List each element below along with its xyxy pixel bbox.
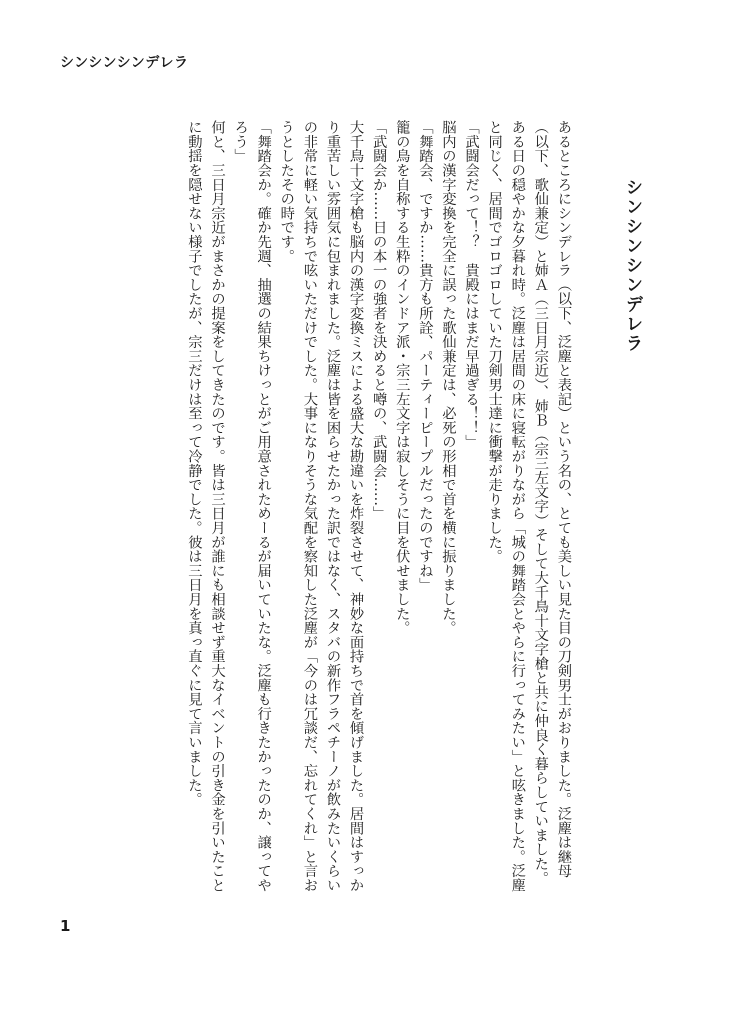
- paragraph: 「武闘会か……日の本一の強者を決めると噂の、武闘会……」: [371, 120, 388, 521]
- running-header: シンシンシンデレラ: [60, 55, 189, 71]
- page-number: 1: [60, 917, 71, 935]
- paragraph: 何と、三日月宗近がまさかの提案をしてきたのです。皆は三日月が誰にも相談せず重大なイベントの引き金を引いたことに動揺を隠せない様子でしたが、宗三だけは至って冷静でした。彼は三日月を真っ直ぐに見て言いました。: [186, 120, 226, 893]
- paragraph: 籠の鳥を自称する生粋のインドア派・宗三左文字は寂しそうに目を伏せました。: [394, 120, 411, 635]
- paragraph: 「舞踏会、ですか……貴方も所詮、パーティーピープルだったのですね」: [417, 120, 434, 592]
- paragraph: 「舞踏会か。確か先週、抽選の結果ちけっとがご用意されためーるが届いていたな。泛塵も行きたかったのか、譲ってやろう」: [232, 120, 272, 893]
- paragraph: あるところにシンデレラ（以下、泛塵と表記）という名の、とても美しい見た目の刀剣男士がおりました。泛塵は継母（以下、歌仙兼定）と姉Ａ（三日月宗近）、姉Ｂ（宗三左文字）そして大千鳥十文字槍と共に仲良く暮らしていました。: [532, 120, 572, 886]
- paragraph: 「武闘会だって！？ 貴殿にはまだ早過ぎる！！」: [463, 120, 480, 449]
- paragraph: 大千鳥十文字槍も脳内の漢字変換ミスによる盛大な勘違いを炸裂させて、神妙な面持ちで首を傾げました。居間はすっかり重苦しい雰囲気に包まれました。泛塵は皆を困らせたかった訳ではなく、スタバの新作フラペチーノが飲みたいくらいの非常に軽い気持ちで呟いただけでした。大事になりそうな気配を察知した泛塵が「今のは冗談だ、忘れてくれ」と言おうとしたその時です。: [278, 120, 365, 893]
- paragraph: 脳内の漢字変換を完全に誤った歌仙兼定は、必死の形相で首を横に振りました。: [440, 120, 457, 635]
- vertical-text-body: [58, 120, 644, 900]
- story-title: シンシンシンデレラ: [623, 178, 643, 354]
- paragraph: ある日の穏やかな夕暮れ時。泛塵は居間の床に寝転がりながら「城の舞踏会とやらに行ってみたい」と呟きました。泛塵と同じく、居間でゴロゴロしていた刀剣男士達に衝撃が走りました。: [486, 120, 526, 893]
